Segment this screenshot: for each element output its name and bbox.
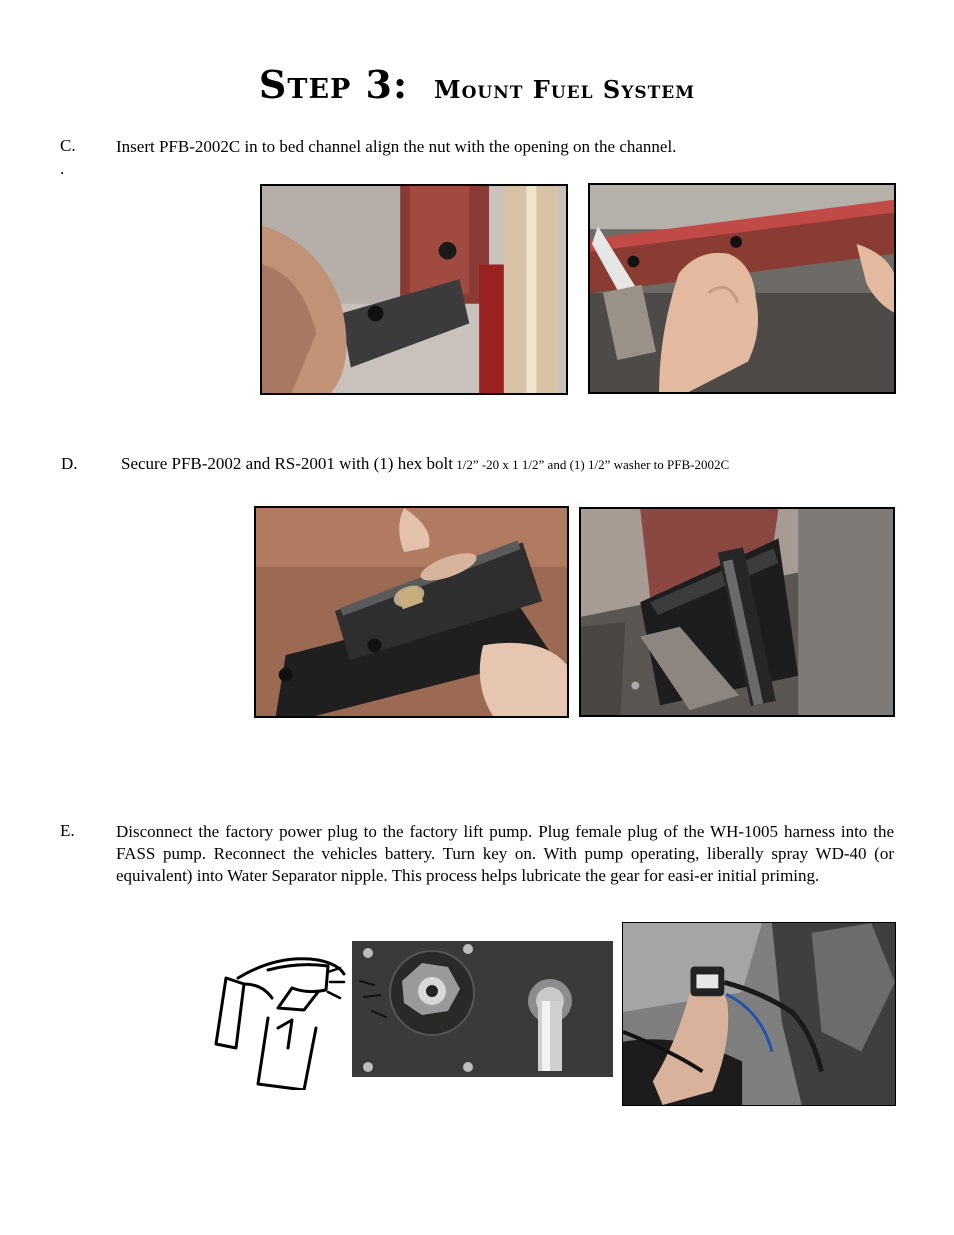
photo-bolt-plate [254,506,569,718]
step-c-dot: . [60,159,65,178]
step-d-text: Secure PFB-2002 and RS-2001 with (1) hex bolt [121,454,453,473]
photo-socket-wrench [579,507,895,717]
step-d-letter: D. [61,454,78,473]
step-d-spec: 1/2” -20 x 1 1/2” and (1) 1/2” washer to PFB-2002C [452,457,730,472]
spray-can-illustration [208,948,348,1090]
step-e-text: Disconnect the factory power plug to the factory lift pump. Plug female plug of the WH-1005 harness into the FASS pump. Reconnect the vehicles battery. Turn key on. With pump operating, liberally spray WD-40 (or equivalent) into Water Separator nipple. This process helps lubricate the gear for easi-er initial priming. [116,822,894,885]
photo-nut-alignment [588,183,896,394]
page-title [0,62,954,107]
step-e-letter: E. [60,821,75,840]
step-number: Step 3: [258,62,409,107]
photo-harness-plug [622,922,896,1106]
step-d-line [121,454,901,474]
step-heading: Mount Fuel System [434,75,696,104]
step-c-text: Insert PFB-2002C in to bed channel align the nut with the opening on the channel. [116,137,677,156]
step-c-letter: C. [60,136,76,155]
photo-bracket-insert [260,184,568,395]
photo-fass-pump-nipple [352,941,613,1077]
